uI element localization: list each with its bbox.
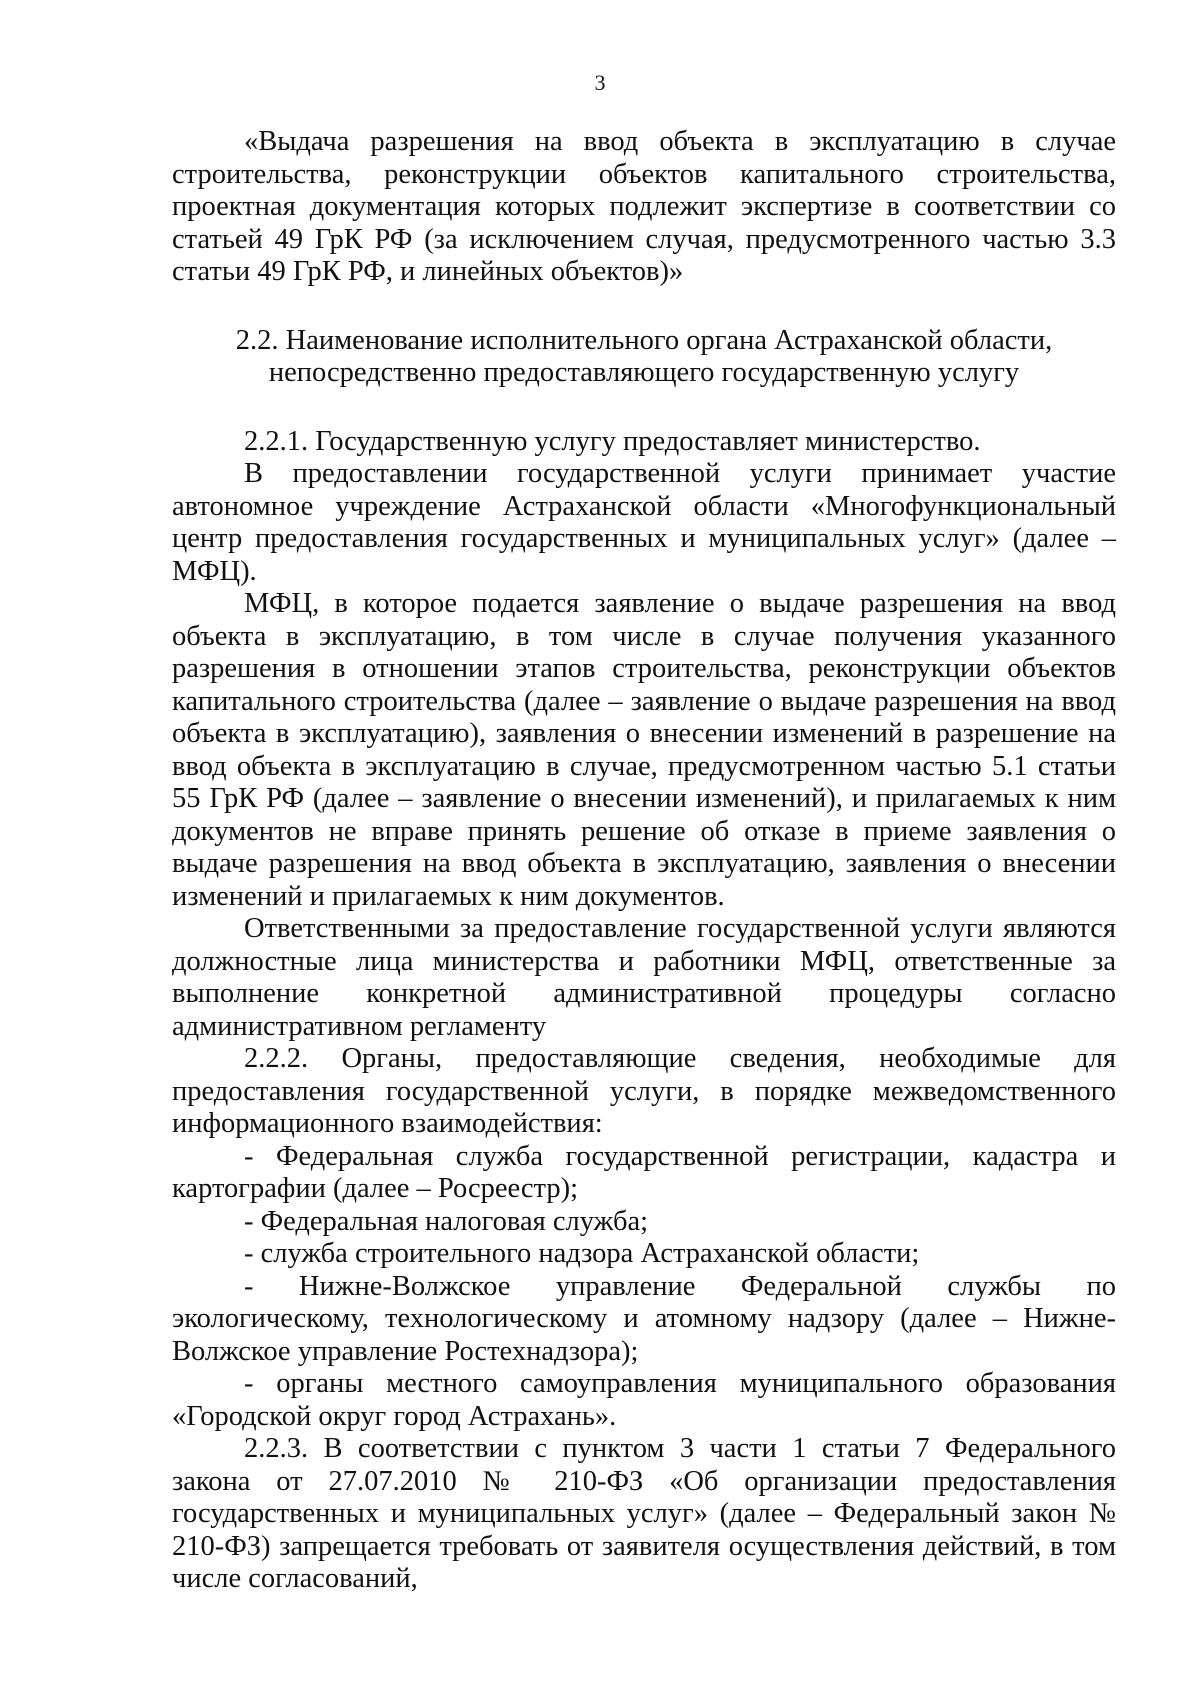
paragraph-2-2-1: 2.2.1. Государственную услугу предоставляет министерство.: [244, 425, 981, 457]
list-item-rostekhnadzor: - Нижне-Волжское управление Федеральной службы по экологическому, технологическому и атомному надзору (далее – Нижне-Волжское управление Ростехнадзора);: [172, 1270, 1116, 1367]
paragraph-responsible-persons: Ответственными за предоставление государственной услуги являются должностные лица министерства и работники МФЦ, ответственные за выполнение конкретной административной процедуры согласно административном регламенту: [172, 913, 1116, 1042]
list-item-rosreestr: - Федеральная служба государственной регистрации, кадастра и картографии (далее – Росреестр);: [172, 1140, 1116, 1204]
list-item-construction-supervision: - служба строительного надзора Астраханской области;: [244, 1238, 920, 1269]
document-body: [172, 126, 1116, 1596]
section-heading-line-2: непосредственно предоставляющего государственную услугу: [268, 357, 1020, 388]
paragraph-mfc-participation: В предоставлении государственной услуги принимает участие автономное учреждение Астраханской области «Многофункциональный центр предоставления государственных и муниципальных услуг» (далее – МФЦ).: [172, 458, 1116, 587]
list-item-local-government: - органы местного самоуправления муниципального образования «Городской округ город Астрахань».: [172, 1368, 1116, 1432]
paragraph-2-2-2: 2.2.2. Органы, предоставляющие сведения, необходимые для предоставления государственной услуги, в порядке межведомственного информационного взаимодействия:: [172, 1043, 1116, 1139]
list-item-tax-service: - Федеральная налоговая служба;: [244, 1205, 649, 1237]
paragraph-mfc-refusal: МФЦ, в которое подается заявление о выдаче разрешения на ввод объекта в эксплуатацию, в том числе в случае получения указанного разрешения в отношении этапов строительства, реконструкции объектов капитального строительства (далее – заявление о выдаче разрешения на ввод объекта в эксплуатацию), заявления о внесении изменений в разрешение на ввод объекта в эксплуатацию в случае, предусмотренном частью 5.1 статьи 55 ГрК РФ (далее – заявление о внесении изменений), и прилагаемых к ним документов не вправе принять решение об отказе в приеме заявления о выдаче разрешения на ввод объекта в эксплуатацию, заявления о внесении изменений и прилагаемых к ним документов.: [172, 588, 1116, 912]
section-heading: [172, 325, 1116, 390]
quote-paragraph: «Выдача разрешения на ввод объекта в эксплуатацию в случае строительства, реконструкции объектов капитального строительства, проектная документация которых подлежит экспертизе в соответствии со статьей 49 ГрК РФ (за исключением случая, предусмотренного частью 3.3 статьи 49 ГрК РФ, и линейных объектов)»: [172, 126, 1116, 287]
page-number: 3: [594, 70, 606, 95]
section-heading-line-1: 2.2. Наименование исполнительного органа Астраханской области,: [235, 324, 1053, 356]
paragraph-2-2-3: 2.2.3. В соответствии с пунктом 3 части 1 статьи 7 Федерального закона от 27.07.2010 № 210-ФЗ «Об организации предоставления государственных и муниципальных услуг» (далее – Федеральный закон № 210-ФЗ) запрещается требовать от заявителя осуществления действий, в том числе согласований,: [172, 1433, 1116, 1594]
